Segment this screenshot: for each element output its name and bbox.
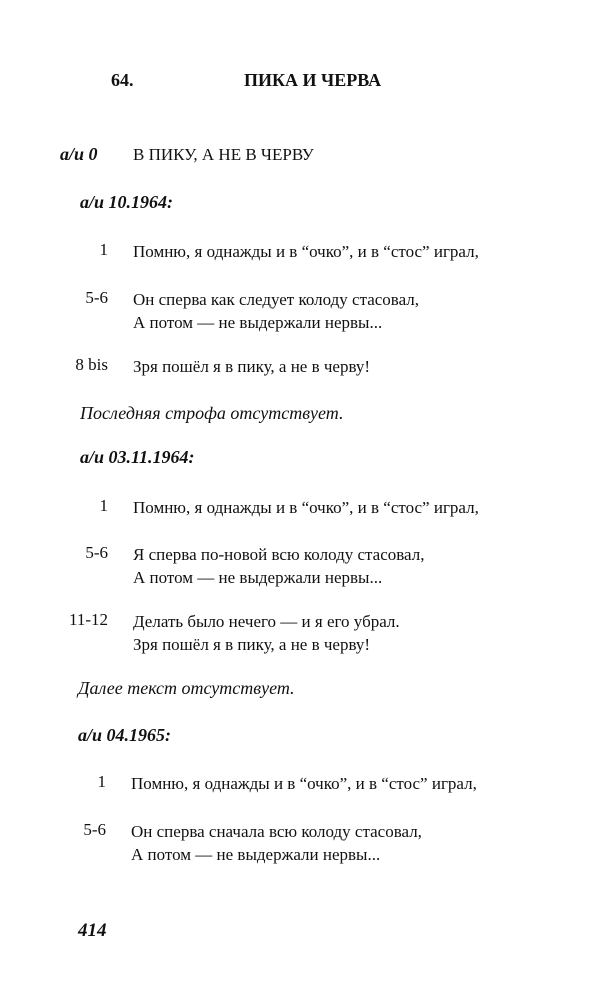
footer-page-number: 414 [78,920,107,941]
line-number: 5-6 [85,543,108,562]
verse-line: Помню, я однажды и в “очко”, и в “стос” играл, [133,242,479,261]
version-label: а/и 03.11.1964: [80,447,195,467]
verse-line: Помню, я однажды и в “очко”, и в “стос” играл, [133,498,479,517]
line-number: 11-12 [68,610,108,629]
verse-line: Зря пошёл я в пику, а не в черву! [133,357,371,376]
editorial-note: Далее текст отсутствует. [78,678,295,698]
version-label: а/и 04.1965: [78,725,172,745]
section-title: В ПИКУ, А НЕ В ЧЕРВУ [133,145,314,164]
verse-line: Зря пошёл я в пику, а не в черву! [133,635,371,654]
verse-line: Помню, я однажды и в “очко”, и в “стос” играл, [131,774,477,793]
running-title: ПИКА И ЧЕРВА [244,70,382,90]
line-number: 1 [99,240,108,259]
editorial-note: Последняя строфа отсутствует. [80,403,344,423]
line-number: 1 [97,772,106,791]
line-number: 5-6 [85,288,108,307]
verse-line: Он сперва как следует колоду стасовал, [133,290,420,309]
verse-line: Делать было нечего — и я его убрал. [133,612,400,631]
verse-line: Я сперва по-новой всю колоду стасовал, [133,545,425,564]
verse-line: А потом — не выдержали нервы... [131,845,381,864]
section-id: а/и 0 [60,144,98,164]
line-number: 8 bis [75,355,108,374]
verse-line: А потом — не выдержали нервы... [133,313,383,332]
version-label: а/и 10.1964: [80,192,174,212]
line-number: 1 [99,496,108,515]
running-page-number: 64. [111,70,134,90]
verse-line: Он сперва сначала всю колоду стасовал, [131,822,422,841]
line-number: 5-6 [83,820,106,839]
verse-line: А потом — не выдержали нервы... [133,568,383,587]
